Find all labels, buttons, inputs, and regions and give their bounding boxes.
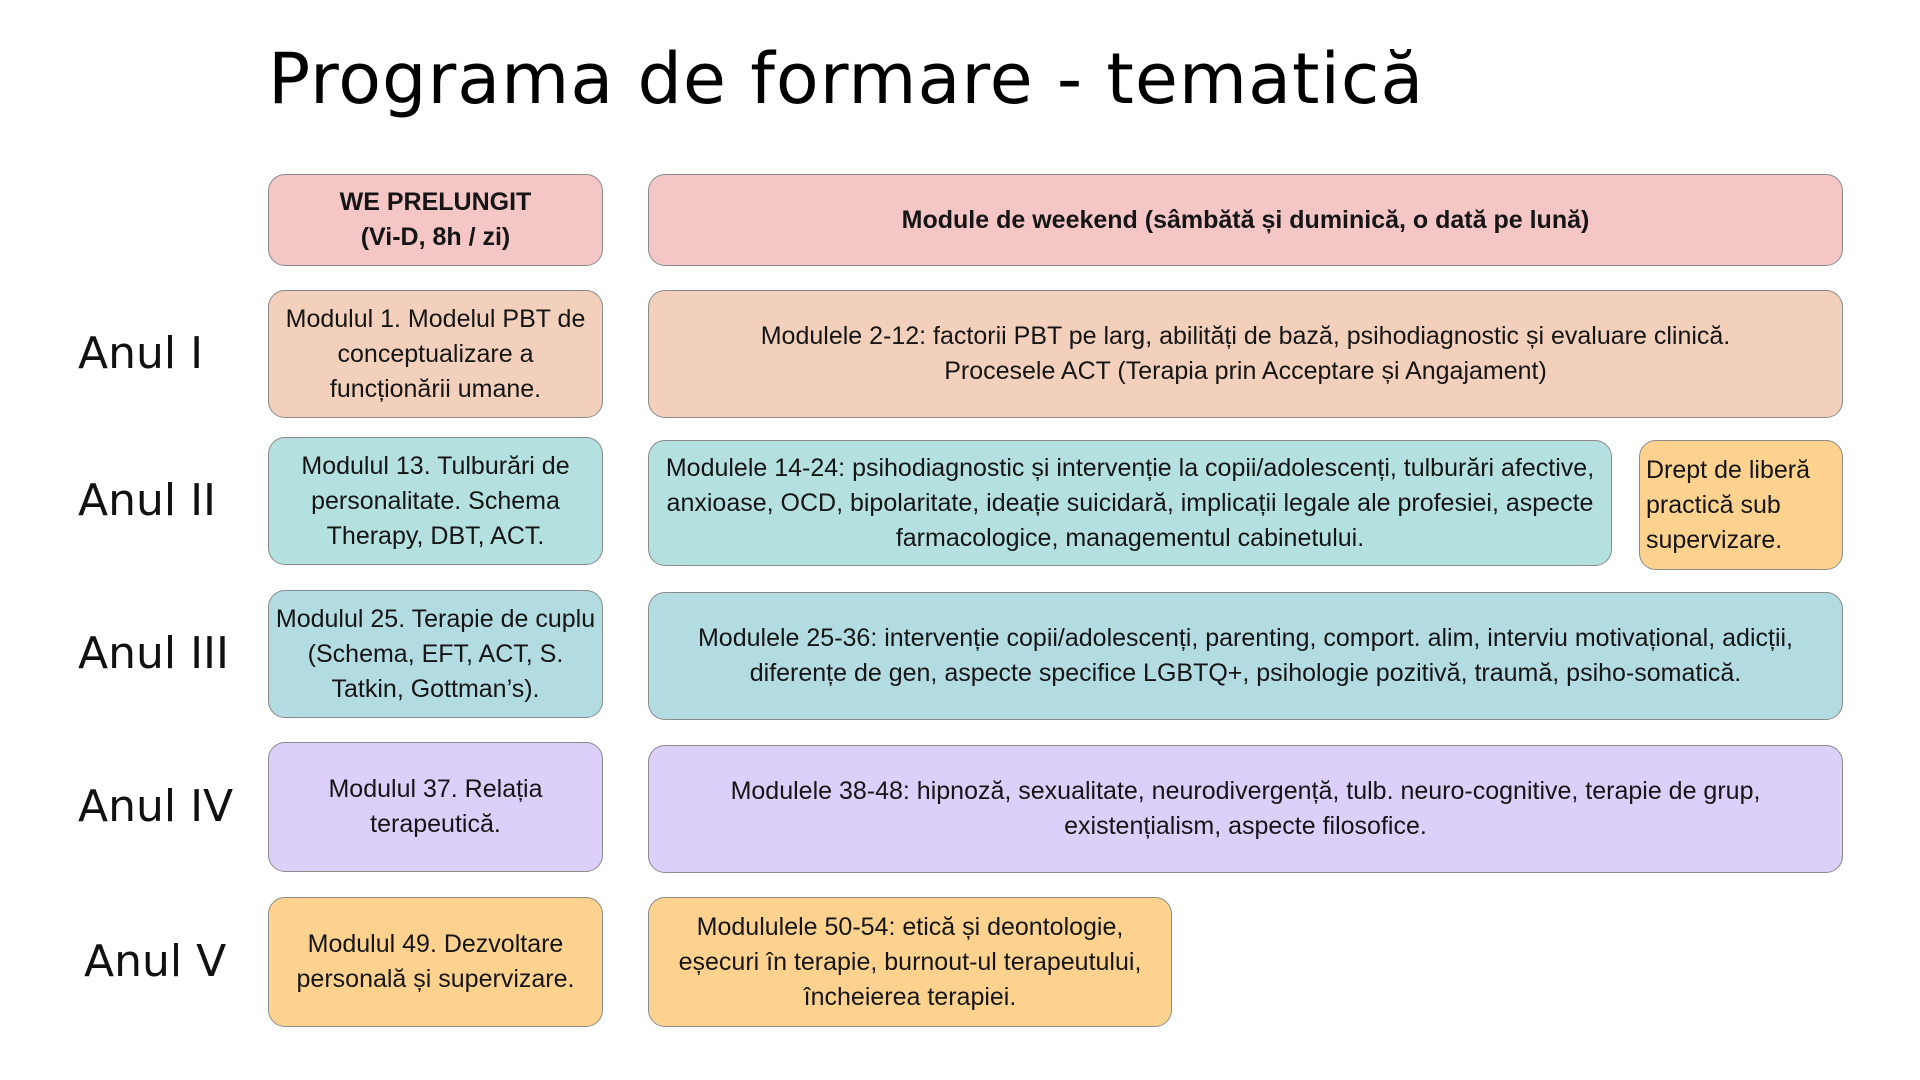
year-label-2: Anul II xyxy=(78,475,217,526)
supervised-practice-note: Drept de liberă practică sub supervizare. xyxy=(1639,440,1843,570)
year-1-extended-module: Modulul 1. Modelul PBT de conceptualizare a funcționării umane. xyxy=(268,290,603,418)
year-label-4: Anul IV xyxy=(78,781,234,832)
year-2-extended-module: Modulul 13. Tulburări de personalitate. Schema Therapy, DBT, ACT. xyxy=(268,437,603,565)
year-1-weekend-modules: Modulele 2-12: factorii PBT pe larg, abilități de bază, psihodiagnostic și evaluare clinică. Procesele ACT (Terapia prin Acceptare și Angajament) xyxy=(648,290,1843,418)
header-extended-weekend: WE PRELUNGIT (Vi-D, 8h / zi) xyxy=(268,174,603,266)
header-weekend-modules: Module de weekend (sâmbătă și duminică, o dată pe lună) xyxy=(648,174,1843,266)
year-label-3: Anul III xyxy=(78,628,230,679)
page-title: Programa de formare - tematică xyxy=(268,38,1425,120)
year-label-5: Anul V xyxy=(84,936,227,987)
year-5-weekend-modules: Modululele 50-54: etică și deontologie, eșecuri în terapie, burnout-ul terapeutului, încheierea terapiei. xyxy=(648,897,1172,1027)
year-3-extended-module: Modulul 25. Terapie de cuplu (Schema, EFT, ACT, S. Tatkin, Gottman’s). xyxy=(268,590,603,718)
year-4-weekend-modules: Modulele 38-48: hipnoză, sexualitate, neurodivergență, tulb. neuro-cognitive, terapie de grup, existențialism, aspecte filosofice. xyxy=(648,745,1843,873)
year-3-weekend-modules: Modulele 25-36: intervenție copii/adolescenți, parenting, comport. alim, interviu motivațional, adicții, diferențe de gen, aspecte specifice LGBTQ+, psihologie pozitivă, traumă, psiho-somatică. xyxy=(648,592,1843,720)
year-label-1: Anul I xyxy=(78,328,204,379)
year-4-extended-module: Modulul 37. Relația terapeutică. xyxy=(268,742,603,872)
year-5-extended-module: Modulul 49. Dezvoltare personală și supervizare. xyxy=(268,897,603,1027)
year-2-weekend-modules: Modulele 14-24: psihodiagnostic și intervenție la copii/adolescenți, tulburări afective, anxioase, OCD, bipolaritate, ideație suicidară, implicații legale ale profesiei, aspecte farmacologice, managementul cabinetului. xyxy=(648,440,1612,566)
